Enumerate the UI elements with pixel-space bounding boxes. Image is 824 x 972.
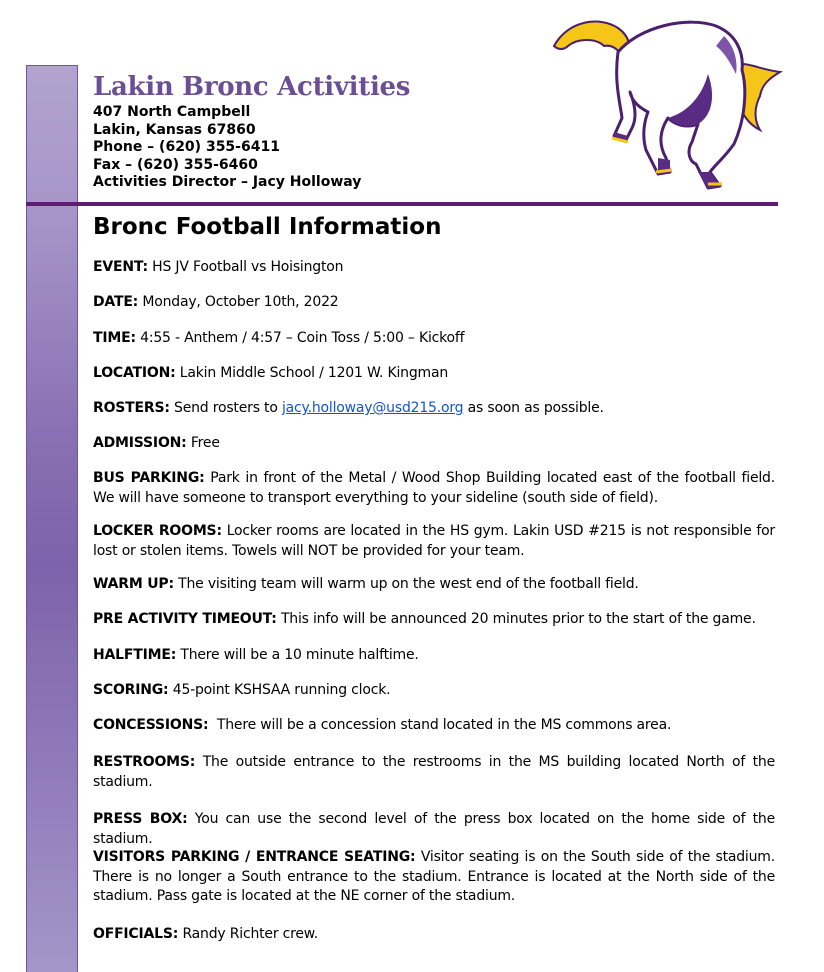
field-restrooms xyxy=(93,753,775,792)
field-concessions xyxy=(93,716,775,736)
field-visitors-parking xyxy=(93,848,775,907)
field-label: ADMISSION: xyxy=(93,435,187,451)
field-value: There will be a concession stand located in the MS commons area. xyxy=(216,717,672,733)
field-officials xyxy=(93,925,775,945)
field-value: Lakin Middle School / 1201 W. Kingman xyxy=(179,365,449,381)
org-name: Lakin Bronc Activities xyxy=(93,72,411,102)
field-press-box xyxy=(93,810,775,849)
field-value: The visiting team will warm up on the west end of the football field. xyxy=(178,576,639,592)
field-label: PRESS BOX: xyxy=(93,811,188,827)
field-label: TIME: xyxy=(93,330,136,346)
field-value: This info will be announced 20 minutes prior to the start of the game. xyxy=(280,611,756,627)
field-value: HS JV Football vs Hoisington xyxy=(152,259,344,275)
field-time xyxy=(93,329,775,349)
page-title: Bronc Football Information xyxy=(93,214,442,240)
field-locker-rooms xyxy=(93,522,775,561)
field-location xyxy=(93,364,775,384)
field-label: PRE ACTIVITY TIMEOUT: xyxy=(93,611,277,627)
address-line1: 407 North Campbell xyxy=(93,104,251,120)
field-value: There will be a 10 minute halftime. xyxy=(180,647,419,663)
field-value: Visitor seating is on the South side of the stadium. There is no longer a South entrance to the stadium. Entrance is located at the North side of the stadium. Pass gate is located at the NE corner of the stadium. xyxy=(93,849,775,904)
field-date xyxy=(93,293,775,313)
field-value: as soon as possible. xyxy=(467,400,604,416)
field-label: VISITORS PARKING / ENTRANCE SEATING: xyxy=(93,849,416,865)
field-scoring xyxy=(93,681,775,701)
field-pre-activity-timeout xyxy=(93,610,775,630)
field-label: WARM UP: xyxy=(93,576,174,592)
field-bus-parking xyxy=(93,469,775,508)
field-warm-up xyxy=(93,575,775,595)
field-value: You can use the second level of the press box located on the home side of the stadium. xyxy=(93,811,775,847)
activities-director: Activities Director – Jacy Holloway xyxy=(93,174,362,191)
field-label: RESTROOMS: xyxy=(93,754,196,770)
field-value: Park in front of the Metal / Wood Shop Building located east of the football field. We will have someone to transport everything to your sideline (south side of field). xyxy=(93,470,775,506)
field-label: LOCKER ROOMS: xyxy=(93,523,222,539)
phone: Phone – (620) 355-6411 xyxy=(93,139,280,156)
bronco-horse-logo-icon xyxy=(548,12,784,192)
email-link[interactable]: jacy.holloway@usd215.org xyxy=(281,400,464,416)
field-admission xyxy=(93,434,775,454)
field-label: OFFICIALS: xyxy=(93,926,179,942)
field-label: HALFTIME: xyxy=(93,647,177,663)
field-value: Free xyxy=(190,435,220,451)
field-event xyxy=(93,258,775,278)
field-value: 4:55 - Anthem / 4:57 – Coin Toss / 5:00 – Kickoff xyxy=(140,330,465,346)
header-divider xyxy=(26,202,778,206)
field-label: DATE: xyxy=(93,294,139,310)
fax: Fax – (620) 355-6460 xyxy=(93,156,258,173)
address-line2: Lakin, Kansas 67860 xyxy=(93,121,256,138)
field-label: SCORING: xyxy=(93,682,169,698)
field-value: The outside entrance to the restrooms in the MS building located North of the stadium. xyxy=(93,754,775,790)
field-label: BUS PARKING: xyxy=(93,470,205,486)
main-content xyxy=(93,212,775,942)
field-value: 45-point KSHSAA running clock. xyxy=(172,682,391,698)
field-value: Send rosters to xyxy=(174,400,278,416)
field-halftime xyxy=(93,646,775,666)
field-label: ROSTERS: xyxy=(93,400,170,416)
field-value: Monday, October 10th, 2022 xyxy=(142,294,339,310)
field-value: Locker rooms are located in the HS gym. Lakin USD #215 is not responsible for lost or stolen items. Towels will NOT be provided for your team. xyxy=(93,523,775,559)
field-rosters xyxy=(93,399,775,419)
field-label: CONCESSIONS: xyxy=(93,717,209,733)
field-value: Randy Richter crew. xyxy=(182,926,319,942)
field-label: LOCATION: xyxy=(93,365,176,381)
field-label: EVENT: xyxy=(93,259,148,275)
letterhead xyxy=(93,70,553,192)
